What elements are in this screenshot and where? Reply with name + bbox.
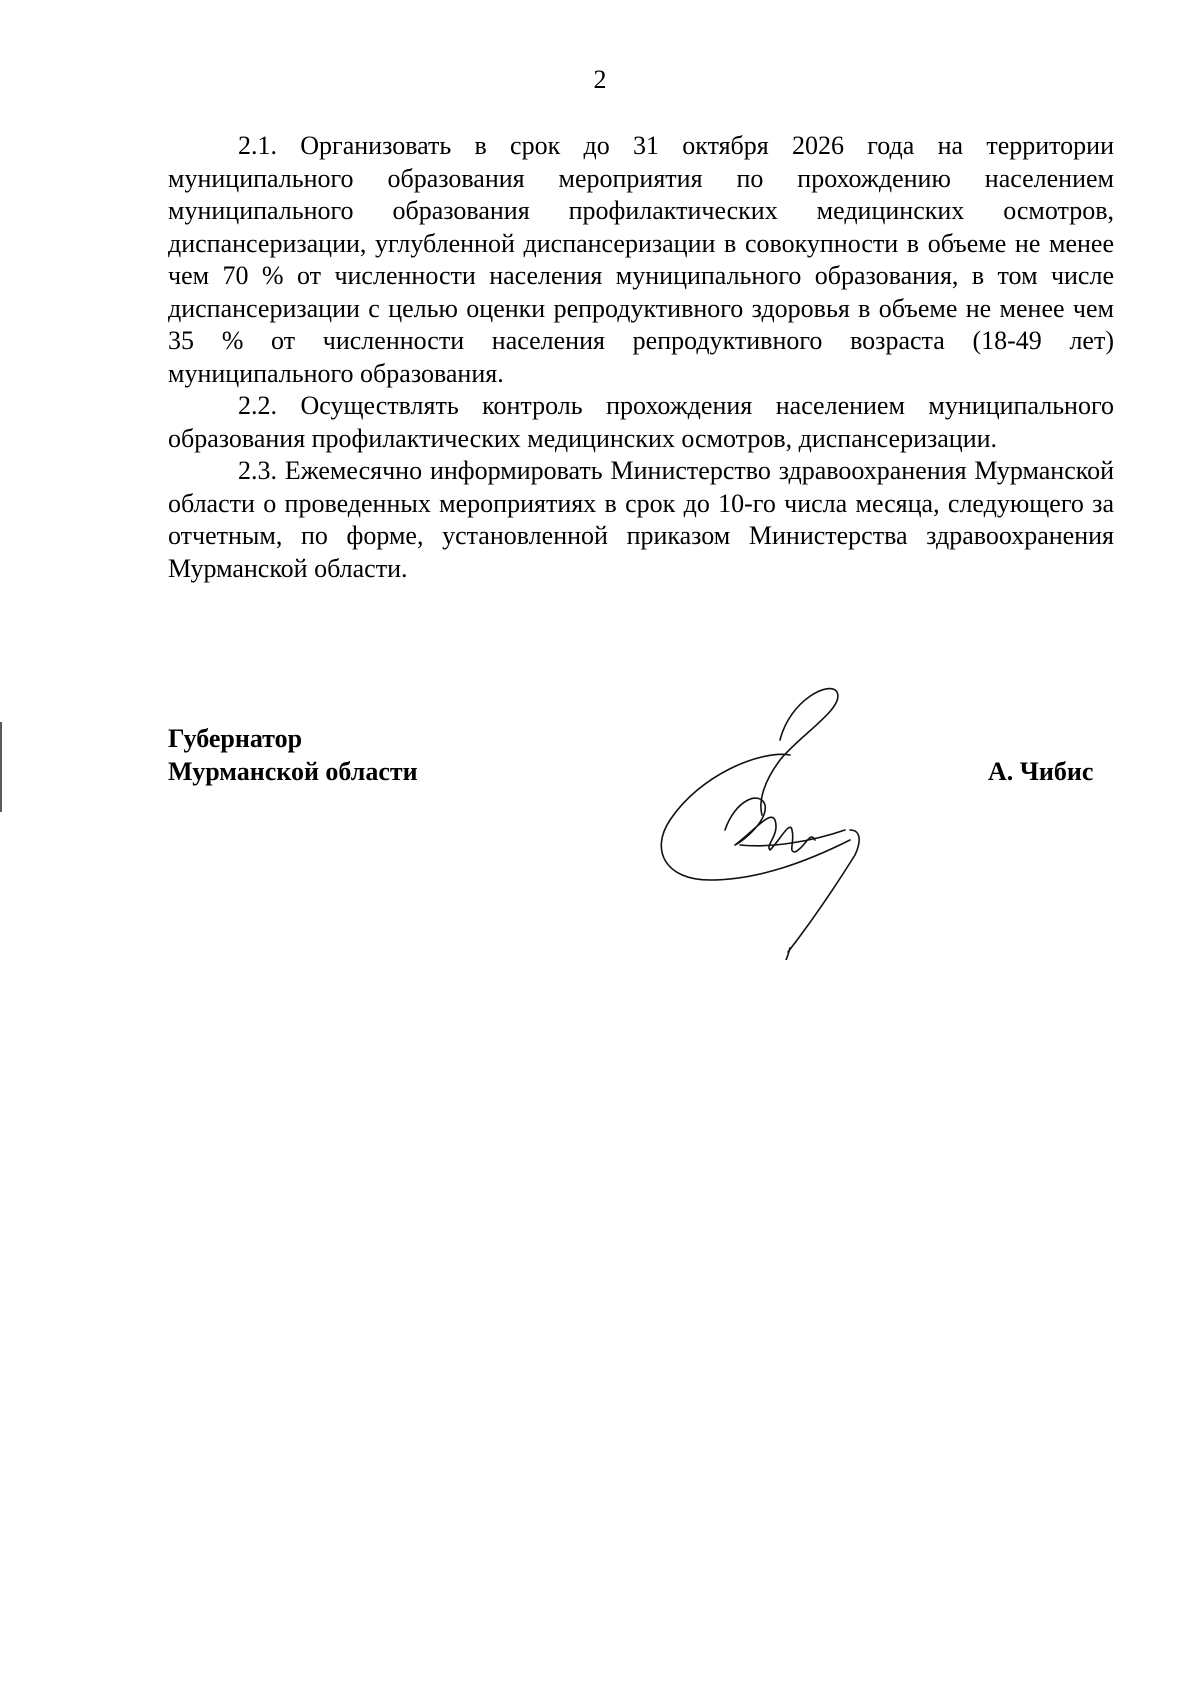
signer-title-line-1: Губернатор	[168, 724, 303, 753]
paragraph-2-1: 2.1. Организовать в срок до 31 октября 2026 года на территории муниципального образования мероприятия по прохождению населением муниципального образования профилактических медицинских осмотров, диспансеризации, углубленной диспансеризации в совокупности в объеме не менее чем 70 % от численности населения муниципального образования, в том числе диспансеризации с целью оценки репродуктивного здоровья в объеме не менее чем 35 % от численности населения репродуктивного возраста (18-49 лет) муниципального образования.	[168, 131, 1114, 388]
signer-title-line-2: Мурманской области	[168, 757, 418, 786]
paragraph-2-2: 2.2. Осуществлять контроль прохождения населением муниципального образования профилактических медицинских осмотров, диспансеризации.	[168, 391, 1114, 453]
handwritten-signature	[640, 680, 910, 960]
signer-name: А. Чибис	[988, 757, 1094, 786]
signer-title	[168, 722, 418, 788]
paragraph-2-3: 2.3. Ежемесячно информировать Министерство здравоохранения Мурманской области о проведенных мероприятиях в срок до 10-го числа месяца, следующего за отчетным, по форме, установленной приказом Министерства здравоохранения Мурманской области.	[168, 456, 1114, 583]
document-body	[168, 130, 1114, 585]
page-number: 2	[593, 65, 607, 94]
scan-margin-mark	[0, 722, 4, 812]
